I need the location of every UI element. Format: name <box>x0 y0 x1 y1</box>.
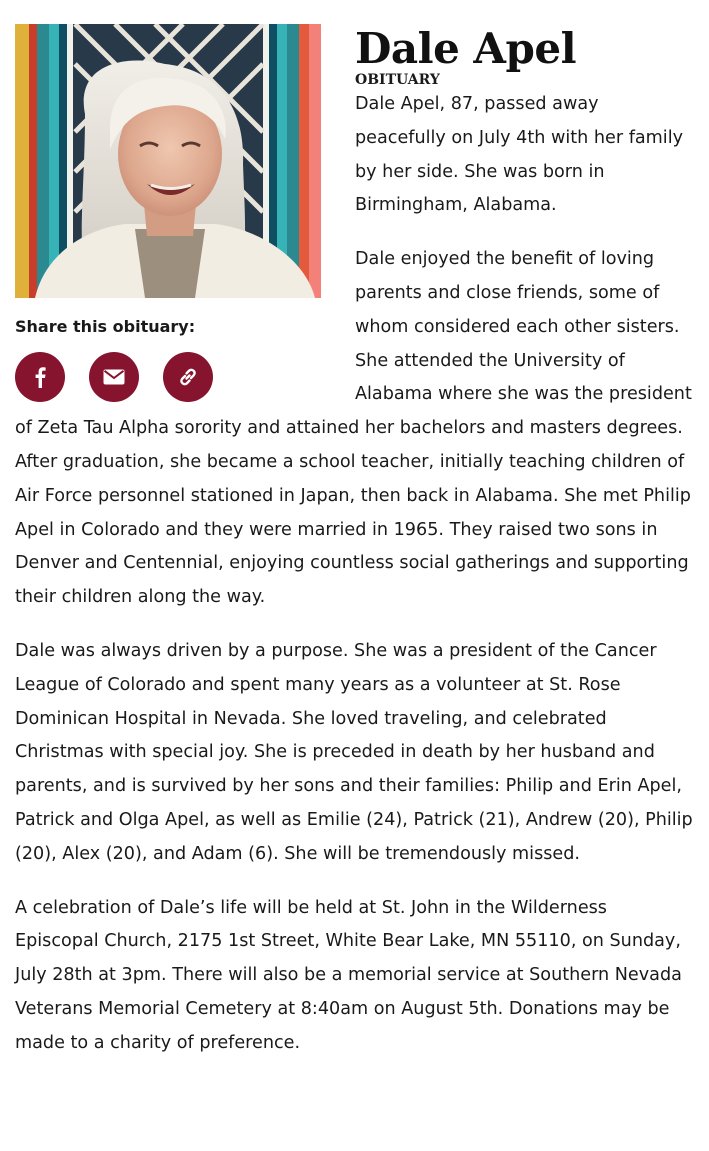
body-paragraph: Dale was always driven by a purpose. She was a president of the Cancer League of Colorado and spent many years as a volunteer at St. Rose Dominican Hospital in Nevada. She loved traveling, and celebrated Christmas with special joy. She is preceded in death by her husband and parents, and is survived by her sons and their families: Philip and Erin Apel, Patrick and Olga Apel, as well as Emilie (24), Patrick (21), Andrew (20), Philip (20), Alex (20), and Adam (6). She will be tremendously missed. <box>15 640 693 864</box>
body-paragraph: A celebration of Dale’s life will be held at St. John in the Wilderness Episcopal Church, 2175 1st Street, White Bear Lake, MN 55110, on Sunday, July 28th at 3pm. There will also be a memorial service at Southern Nevada Veterans Memorial Cemetery at 8:40am on August 5th. Donations may be made to a charity of preference. <box>15 897 682 1053</box>
share-link-button[interactable] <box>163 352 213 402</box>
portrait-photo <box>15 24 321 298</box>
body-paragraph: Dale enjoyed the benefit of loving parents and close friends, some of whom considered each other sisters. She attended the University of Alabama where she was the president of Zeta Tau Alpha sorority and attained her bachelors and masters degrees. After graduation, she became a school teacher, initially teaching children of Air Force personnel stationed in Japan, then back in Alabama. She met Philip Apel in Colorado and they were married in 1965. They raised two sons in Denver and Centennial, enjoying countless social gatherings and supporting their children along the way. <box>15 249 692 608</box>
facebook-icon <box>34 366 46 388</box>
share-label: Share this obituary: <box>15 317 196 336</box>
share-buttons <box>15 352 321 402</box>
share-facebook-button[interactable] <box>15 352 65 402</box>
body-paragraph: Dale Apel, 87, passed away peacefully on July 4th with her family by her side. She was born in Birmingham, Alabama. <box>355 94 683 216</box>
portrait-image <box>15 24 321 298</box>
email-icon <box>103 369 125 385</box>
share-email-button[interactable] <box>89 352 139 402</box>
link-icon <box>177 366 199 388</box>
obituary-title: Dale Apel <box>355 24 577 73</box>
section-kicker: OBITUARY <box>355 72 440 88</box>
media-column <box>15 24 321 402</box>
